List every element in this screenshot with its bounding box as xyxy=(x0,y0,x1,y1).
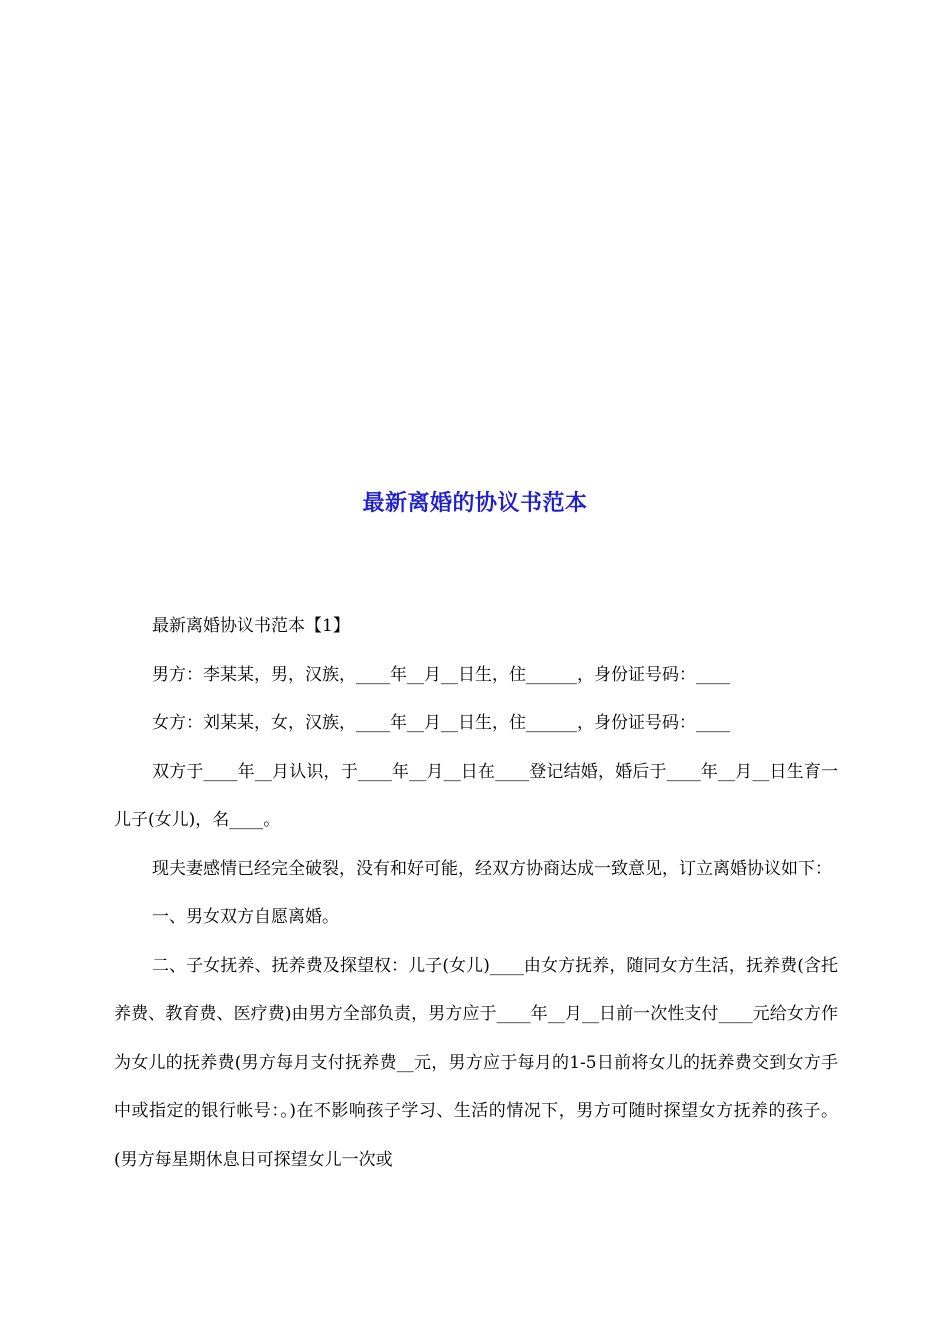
clause-2: 二、子女抚养、抚养费及探望权：儿子(女儿)____由女方抚养，随同女方生活，抚养费(含托养费、教育费、医疗费)由男方全部负责，男方应于____年__月__日前一次性支付____元给女方作为女儿的抚养费(男方每月支付抚养费__元，男方应于每月的1-5日前将女儿的抚养费交到女方手中或指定的银行帐号：。)在不影响孩子学习、生活的情况下，男方可随时探望女方抚养的孩子。(男方每星期休息日可探望女儿一次或 xyxy=(114,955,838,1170)
clause-1: 一、男女双方自愿离婚。 xyxy=(152,907,339,927)
marriage-info: 双方于____年__月认识，于____年__月__日在____登记结婚，婚后于____年__月__日生育一儿子(女儿)，名____。 xyxy=(114,761,838,830)
party-male-info: 男方：李某某，男，汉族，____年__月__日生，住______，身份证号码：____ xyxy=(152,664,730,685)
section-heading: 最新离婚协议书范本【1】 xyxy=(152,616,350,636)
document-title: 最新离婚的协议书范本 xyxy=(362,490,588,516)
agreement-intro: 现夫妻感情已经完全破裂，没有和好可能，经双方协商达成一致意见，订立离婚协议如下： xyxy=(152,858,832,879)
party-female-info: 女方：刘某某，女，汉族，____年__月__日生，住______，身份证号码：____ xyxy=(152,713,730,733)
document-body xyxy=(114,602,838,1184)
